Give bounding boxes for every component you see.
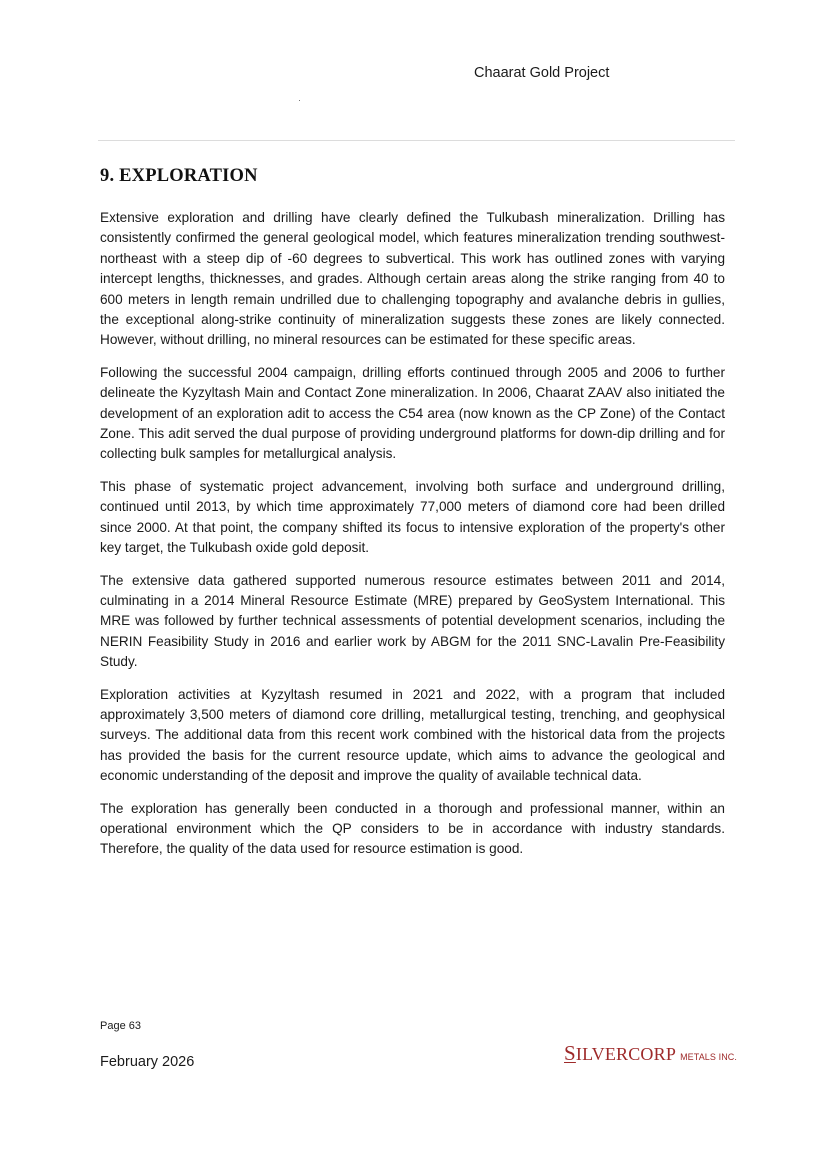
section-heading: 9. EXPLORATION: [100, 166, 258, 186]
paragraph-2: Following the successful 2004 campaign, drilling efforts continued through 2005 and 2006 to further delineate the Kyzyltash Main and Contact Zone mineralization. In 2006, Chaarat ZAAV also initiated the development of an exploration adit to access the C54 area (now known as the CP Zone) of the Contact Zone. This adit served the dual purpose of providing underground platforms for down-dip drilling and for collecting bulk samples for metallurgical analysis.: [100, 364, 725, 462]
logo-first-letter: S: [564, 1041, 576, 1065]
silvercorp-logo: [564, 1041, 737, 1066]
page-number: Page 63: [100, 1020, 141, 1032]
logo-subtitle: METALS INC.: [680, 1052, 738, 1062]
logo-wordmark: [564, 1041, 677, 1065]
section-body: [100, 208, 725, 872]
header-divider: [98, 140, 735, 141]
document-header-title: Chaarat Gold Project: [474, 65, 610, 81]
paragraph-1: Extensive exploration and drilling have clearly defined the Tulkubash mineralization. Drilling has consistently confirmed the general geological model, which features mineralization trending southwest-northeast with a steep dip of -60 degrees to subvertical. This work has outlined zones with varying intercept lengths, thicknesses, and grades. Although certain areas along the strike ranging from 40 to 600 meters in length remain undrilled due to challenging topography and avalanche debris in gullies, the exceptional along-strike continuity of mineralization suggests these zones are likely connected. However, without drilling, no mineral resources can be estimated for these specific areas.: [100, 210, 725, 348]
paragraph-5: Exploration activities at Kyzyltash resumed in 2021 and 2022, with a program that included approximately 3,500 meters of diamond core drilling, metallurgical testing, trenching, and geophysical surveys. The additional data from this recent work combined with the historical data from the projects has provided the basis for the current resource update, which aims to advance the geological and economic understanding of the deposit and improve the quality of available technical data.: [100, 686, 725, 784]
paragraph-3: This phase of systematic project advancement, involving both surface and underground drilling, continued until 2013, by which time approximately 77,000 meters of diamond core had been drilled since 2000. At that point, the company shifted its focus to intensive exploration of the property's other key target, the Tulkubash oxide gold deposit.: [100, 478, 725, 556]
header-dot-mark: [299, 100, 300, 101]
footer-date: February 2026: [100, 1054, 195, 1070]
logo-wordmark-rest: ILVERCORP: [575, 1044, 677, 1064]
paragraph-4: The extensive data gathered supported numerous resource estimates between 2011 and 2014, culminating in a 2014 Mineral Resource Estimate (MRE) prepared by GeoSystem International. This MRE was followed by further technical assessments of potential development scenarios, including the NERIN Feasibility Study in 2016 and earlier work by ABGM for the 2011 SNC-Lavalin Pre-Feasibility Study.: [100, 572, 725, 670]
paragraph-6: The exploration has generally been conducted in a thorough and professional manner, within an operational environment which the QP considers to be in accordance with industry standards. Therefore, the quality of the data used for resource estimation is good.: [100, 800, 725, 857]
